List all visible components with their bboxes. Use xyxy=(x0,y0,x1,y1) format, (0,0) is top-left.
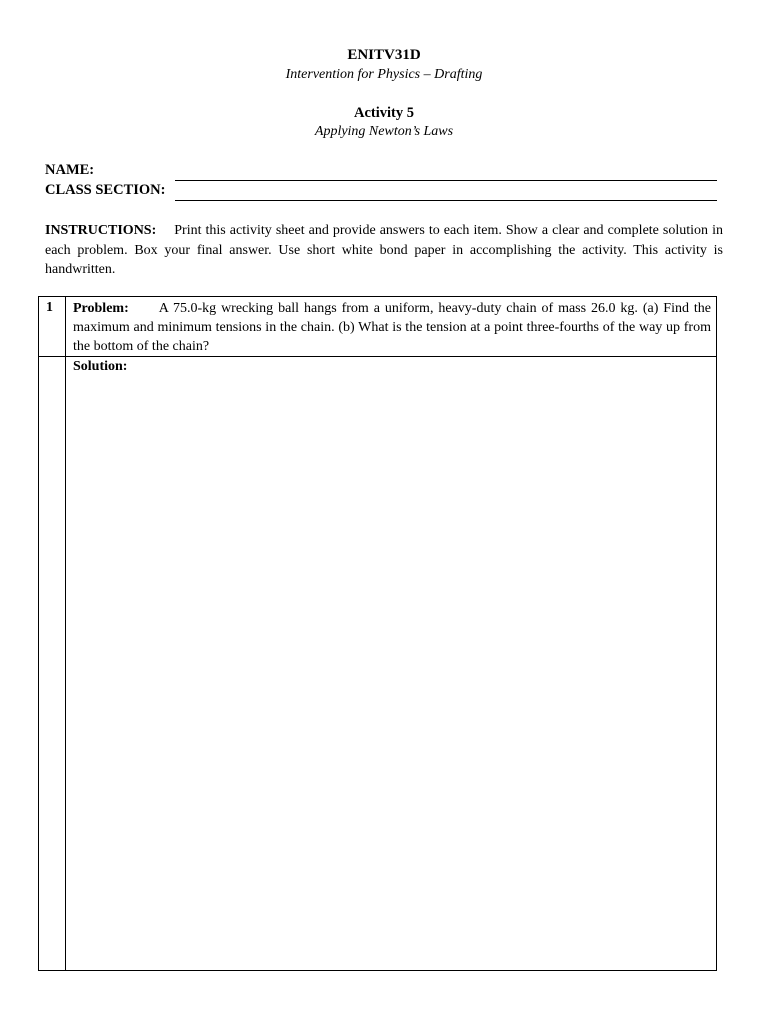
problem-table xyxy=(38,296,717,971)
problem-body: A 75.0-kg wrecking ball hangs from a uniform, heavy-duty chain of mass 26.0 kg. (a) Find the maximum and minimum tensions in the chain. (b) What is the tension at a point three-fourths of the way up from the bottom of the chain? xyxy=(73,301,711,354)
instructions-text: Print this activity sheet and provide answers to each item. Show a clear and complete solution in each problem. Box your final answer. Use short white bond paper in accomplishing the activity. This activity is handwritten. xyxy=(45,223,723,277)
class-section-label: CLASS SECTION: xyxy=(45,182,166,198)
instructions xyxy=(45,221,723,280)
item-number: 1 xyxy=(46,300,53,315)
activity-number: Activity 5 xyxy=(354,105,414,121)
course-code: ENITV31D xyxy=(347,47,421,63)
name-field-line[interactable] xyxy=(175,180,717,181)
problem-label: Problem: xyxy=(73,301,129,316)
problem-row-divider xyxy=(39,356,716,357)
problem-statement xyxy=(73,299,711,356)
solution-answer-area[interactable] xyxy=(66,377,716,970)
solution-label: Solution: xyxy=(73,359,128,374)
name-label: NAME: xyxy=(45,162,95,178)
course-title: Intervention for Physics – Drafting xyxy=(285,67,483,82)
instructions-label: INSTRUCTIONS: xyxy=(45,223,157,238)
activity-title: Applying Newton’s Laws xyxy=(314,124,454,139)
class-section-field-line[interactable] xyxy=(175,200,717,201)
